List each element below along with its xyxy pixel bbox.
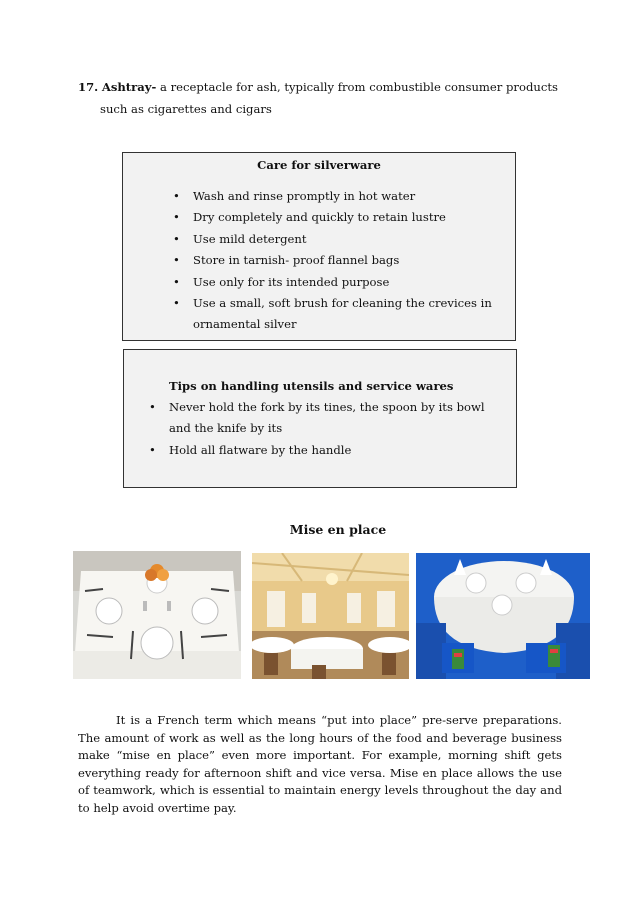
item-definition-line2: such as cigarettes and cigars bbox=[100, 102, 272, 116]
list-item: • Use a small, soft brush for cleaning the crevices in ornamental silver bbox=[173, 293, 503, 336]
photo-table-setting bbox=[73, 551, 241, 679]
silverware-care-title: Care for silverware bbox=[257, 158, 381, 172]
glossary-item-ashtray bbox=[78, 76, 563, 120]
photo-banquet-hall bbox=[252, 553, 409, 679]
utensil-tips-title: Tips on handling utensils and service wares bbox=[169, 379, 454, 393]
paragraph-text: It is a French term which means “put into place” pre-serve preparations. The amount of work as well as the long hours of the food and beverage business make “mise en place” even more important. For example, morning shift gets everything ready for afternoon shift and vice versa. Mise en place allows the use of teamwork, which is essential to maintain energy levels throughout the day and to help avoid overtime pay. bbox=[78, 713, 562, 815]
utensil-tips-list bbox=[149, 397, 509, 461]
item-definition-line1: a receptacle for ash, typically from combustible consumer products bbox=[160, 80, 558, 94]
item-term: Ashtray- bbox=[101, 80, 157, 94]
silverware-care-box bbox=[122, 152, 516, 341]
section-title: Mise en place bbox=[289, 522, 387, 537]
list-item: • Never hold the fork by its tines, the spoon by its bowl and the knife by its bbox=[149, 397, 509, 440]
silverware-care-list bbox=[173, 186, 503, 336]
list-item: • Dry completely and quickly to retain lustre bbox=[173, 207, 503, 228]
utensil-tips-box bbox=[123, 349, 517, 488]
mise-en-place-paragraph bbox=[78, 712, 562, 818]
list-item: • Wash and rinse promptly in hot water bbox=[173, 186, 503, 207]
photo-round-table-blue-chairs bbox=[416, 553, 590, 679]
item-number: 17. bbox=[78, 80, 99, 94]
list-item: • Use mild detergent bbox=[173, 229, 503, 250]
list-item: • Hold all flatware by the handle bbox=[149, 440, 509, 461]
list-item: • Store in tarnish- proof flannel bags bbox=[173, 250, 503, 271]
list-item: • Use only for its intended purpose bbox=[173, 272, 503, 293]
